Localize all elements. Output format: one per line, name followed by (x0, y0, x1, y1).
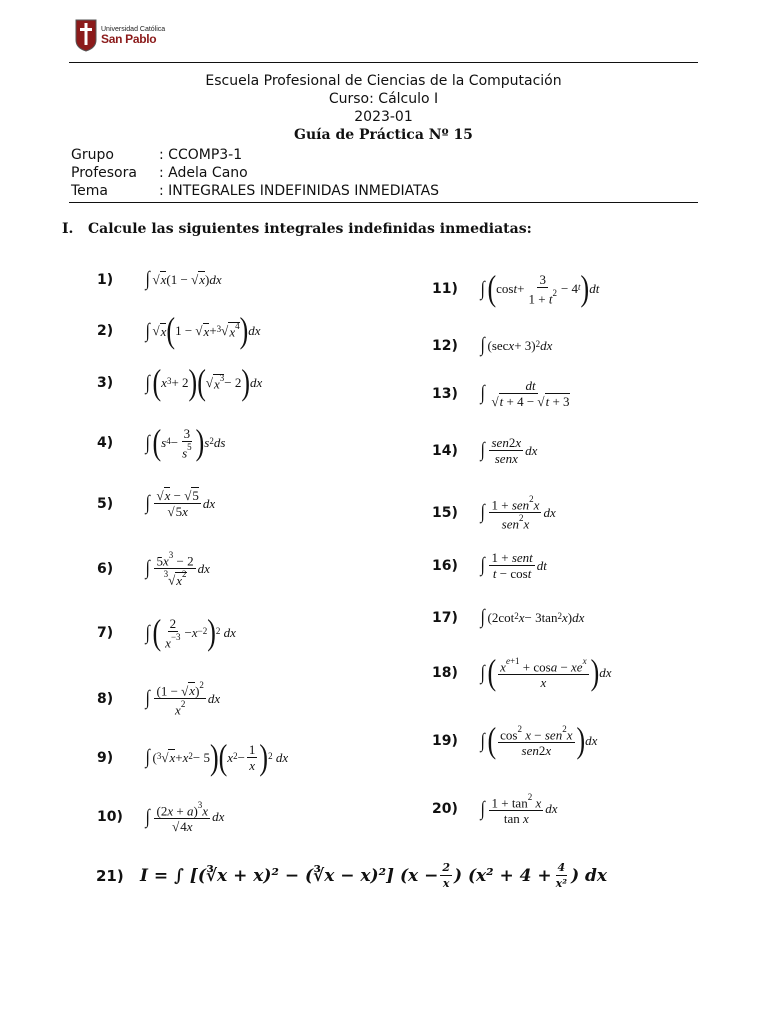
exercise-10 (97, 800, 224, 834)
top-divider (69, 62, 698, 63)
exercise-3 (97, 362, 263, 403)
guide-title: Guía de Práctica Nº 15 (294, 127, 473, 143)
section-heading (62, 221, 532, 237)
exercise-5 (97, 488, 215, 519)
section-text: Calcule las siguientes integrales indefinidas inmediatas: (88, 221, 532, 237)
info-block (71, 146, 439, 200)
info-row-topic (71, 182, 439, 200)
exercise-number: 9) (97, 749, 114, 766)
exercise-2 (97, 310, 261, 351)
header-bottom-divider (69, 202, 698, 203)
integral-expression: ∫ (sec x + 3) 2 dx (480, 334, 553, 356)
exercise-number: 2) (97, 323, 114, 339)
exercise-6 (97, 550, 210, 588)
exercise-18 (432, 652, 612, 693)
course-name: Curso: Cálculo I (328, 91, 439, 107)
integral-expression: ∫ ( x 3 + 2 )( √ $x^3$ − 2 ) dx (145, 362, 263, 403)
exercise-12 (432, 334, 552, 357)
exercise-4 (97, 422, 226, 463)
info-label: Profesora (71, 165, 137, 181)
integral-expression: ∫ $\frac{(1 - √x)^2}{x^2}$ dx (145, 680, 221, 718)
info-value: : Adela Cano (159, 165, 248, 181)
exercise-16 (432, 550, 547, 581)
info-value: : INTEGRALES INDEFINIDAS INMEDIATAS (159, 183, 440, 199)
exercise-14 (432, 435, 537, 466)
info-row-group (71, 146, 439, 164)
exercise-number: 16) (432, 557, 458, 574)
exercise-number: 18) (432, 665, 458, 682)
integral-expression: ∫ ( 3 √ x + x 2 − 5 )( x 2 − $\frac{1}{x}$ ) 2 dx (145, 736, 289, 778)
document-header (69, 72, 698, 144)
exercise-number: 1) (97, 271, 114, 288)
integral-expression: ∫ $\frac{1 + sen^2x}{sen^2x}$ dx (480, 494, 556, 532)
integral-expression: ∫ (2cot 2 x − 3tan 2 x ) dx (480, 606, 585, 628)
exercise-13 (432, 378, 574, 409)
exercise-9 (97, 736, 289, 778)
logo-line2: San Pablo (101, 31, 157, 46)
exercise-number: 12) (432, 337, 458, 354)
shield-logo-icon (74, 18, 98, 52)
exercise-1 (97, 268, 222, 291)
integral-expression: ∫ $\frac{√x - √5}{√5x}$ dx (145, 488, 216, 519)
exercise-number: 17) (432, 609, 458, 626)
exercise-number: 5) (97, 495, 114, 512)
exercise-number: 21) (96, 866, 124, 885)
integral-expression: ∫ ( s 4 − $\frac{3}{s^5}$ ) s 2 ds (145, 422, 226, 463)
integral-expression: ∫ $\frac{(2x + a)^3x}{√4x}$ dx (145, 800, 225, 835)
exercise-20 (432, 792, 558, 826)
integral-expression: ∫ √ x ( 1 − √ x + 3 √ $x^4$ ) dx (145, 310, 261, 351)
logo-line1: Universidad Católica (101, 25, 166, 33)
exercise-number: 8) (97, 690, 114, 707)
info-row-teacher (71, 164, 439, 182)
exercise-number: 15) (432, 504, 458, 521)
exercise-number: 13) (432, 385, 458, 402)
integral-expression: ∫ $\frac{1 + \tan^2 x}{\text{tan x}}$ dx (480, 792, 558, 827)
exercise-number: 20) (432, 801, 458, 818)
exercise-15 (432, 494, 556, 532)
section-number: I. (62, 221, 74, 237)
exercise-7 (97, 612, 236, 653)
info-value: : CCOMP3-1 (159, 147, 243, 163)
exercise-number: 11) (432, 281, 458, 298)
exercise-number: 4) (97, 435, 114, 452)
integral-expression: ∫ $\frac{\text{sen2x}}{\text{senx}}$ dx (480, 435, 538, 466)
term: 2023-01 (354, 109, 413, 125)
integral-expression: ∫ ( cos t + $\frac{3}{1 + t^2}$ − 4 t ) dt (480, 268, 600, 309)
exercise-8 (97, 680, 220, 718)
info-label: Tema (71, 183, 109, 199)
exercise-number: 6) (97, 560, 114, 577)
exercise-21 (96, 860, 607, 891)
university-logo (74, 18, 165, 52)
exercise-11 (432, 268, 600, 309)
info-label: Grupo (71, 147, 114, 163)
integral-expression: ∫ √ x (1 − √ x ) dx (145, 268, 222, 290)
integral-expression: ∫ $\frac{\text{1 + sent}}{t - \cos t}$ dt (480, 550, 547, 581)
integral-expression: ∫ ( $\frac{\cos^2 x - sen^2x}{\text{sen2x}}$ ) dx (480, 720, 598, 761)
integral-expression: ∫ ( $\frac{x^{e+1} + \cos a - xe^x}{x}$ ) dx (480, 652, 612, 693)
integral-expression: ∫ $\frac{5x^3 - 2}{^3√x^2}$ dx (145, 550, 210, 588)
integral-expression: ∫ ( $\frac{2}{x^{-3}}$ − x −2 ) 2 dx (145, 612, 236, 653)
exercise-number: 7) (97, 625, 114, 642)
exercise-17 (432, 606, 584, 629)
exercise-19 (432, 720, 598, 761)
integral-expression: ∫ $\frac{dt}{√t + 4 - √t + 3}$ (480, 378, 570, 409)
exercise-number: 14) (432, 442, 458, 459)
school-name: Escuela Profesional de Ciencias de la Computación (205, 73, 562, 89)
exercise-number: 10) (97, 809, 123, 826)
exercise-number: 3) (97, 375, 114, 391)
integral-expression: I = ∫ [(∛x + x)² − (∛x − x)²] (x − $\frac{2}{x}$ ) (x² + 4 + $\frac{4}{\text{x²}}$ ) dx (140, 861, 608, 890)
exercise-number: 19) (432, 733, 458, 750)
